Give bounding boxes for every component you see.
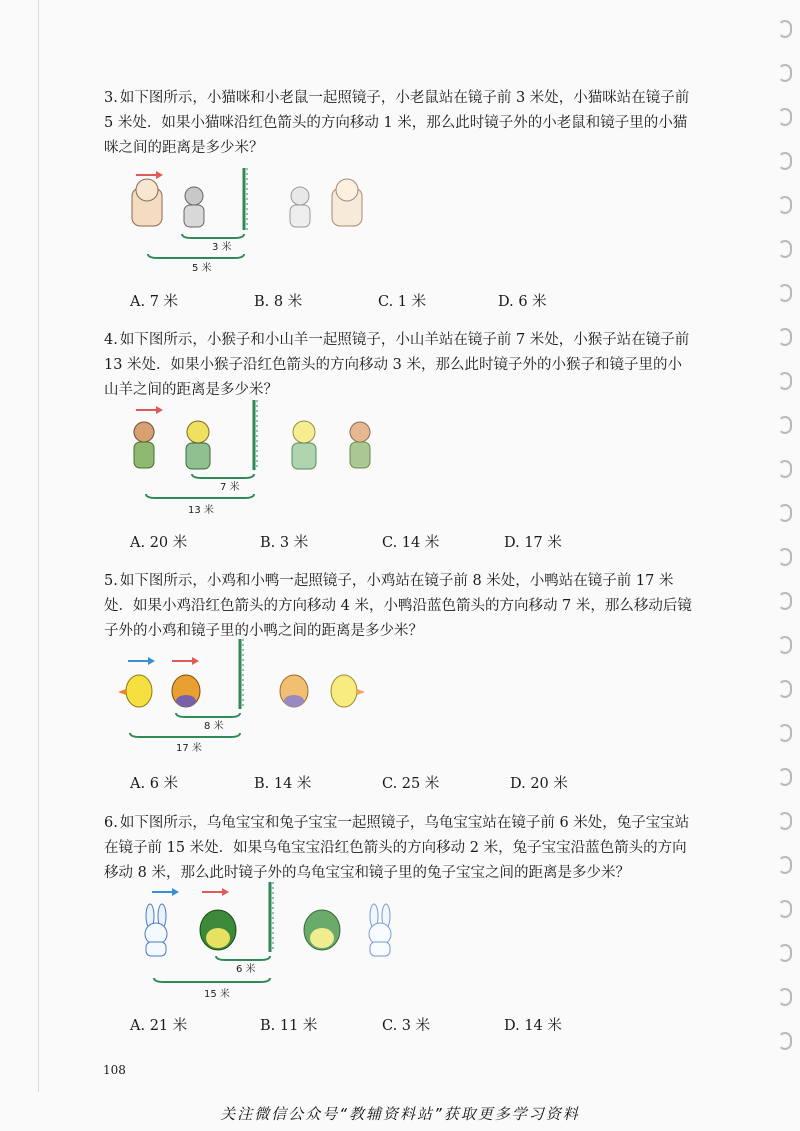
binding-ring-icon <box>778 856 792 874</box>
mirror-diagram <box>104 158 464 283</box>
binding-ring-icon <box>778 988 792 1006</box>
question-4 <box>104 328 694 403</box>
binding-ring-icon <box>778 724 792 742</box>
monkey-icon <box>134 422 154 468</box>
binding-ring-icon <box>778 812 792 830</box>
binding-ring-icon <box>778 680 792 698</box>
binding-ring-icon <box>778 460 792 478</box>
binding-ring-icon <box>778 548 792 566</box>
option-a[interactable]: A. 20 米 <box>130 535 188 551</box>
question-text: 如下图所示，乌龟宝宝和兔子宝宝一起照镜子，乌龟宝宝站在镜子前 6 米处，兔子宝宝站在镜子前 15 米处．如果乌龟宝宝沿红色箭头的方向移动 2 米，兔子宝宝沿蓝色箭头的方向移动 8 米，那么此时镜子外的乌龟宝宝和镜子里的兔子宝宝之间的距离是多少米？ <box>104 815 690 881</box>
binding-ring-icon <box>778 900 792 918</box>
near-distance-label: 8 米 <box>204 721 224 732</box>
mirror-turtle-icon <box>304 910 340 950</box>
near-distance-brace <box>216 956 270 960</box>
goat-icon <box>186 421 210 469</box>
mirror-figure-6 <box>104 880 464 1005</box>
far-distance-brace <box>148 254 244 258</box>
blue-arrow-head-icon <box>172 888 179 896</box>
mouse-icon <box>184 187 204 227</box>
option-b[interactable]: B. 3 米 <box>260 535 309 551</box>
far-distance-brace <box>146 494 254 498</box>
option-a[interactable]: A. 7 米 <box>130 294 179 310</box>
mirror-mouse-icon <box>290 187 310 227</box>
footer-note: 关注微信公众号“教辅资料站”获取更多学习资料 <box>220 1105 580 1123</box>
mirror-figure-3 <box>104 158 464 283</box>
mirror-duckling-icon <box>331 675 365 707</box>
option-b[interactable]: B. 14 米 <box>254 776 312 792</box>
near-distance-label: 7 米 <box>220 482 240 493</box>
question-3 <box>104 86 694 161</box>
near-distance-label: 3 米 <box>212 242 232 253</box>
far-distance-label: 17 米 <box>176 743 202 754</box>
mirror-goat-icon <box>292 421 316 469</box>
binding-ring-icon <box>778 768 792 786</box>
mirror-diagram <box>104 637 464 762</box>
binding-ring-icon <box>778 416 792 434</box>
mirror-diagram <box>104 398 464 523</box>
binding-ring-icon <box>778 592 792 610</box>
mirror-diagram <box>104 880 464 1005</box>
bunny-icon <box>145 904 167 956</box>
far-distance-label: 13 米 <box>188 505 214 516</box>
chick-icon <box>172 675 200 707</box>
binding-ring-icon <box>778 196 792 214</box>
option-d[interactable]: D. 20 米 <box>510 776 568 792</box>
binding-ring-icon <box>778 20 792 38</box>
mirror-chick-icon <box>280 675 308 707</box>
red-arrow-head-icon <box>192 657 199 665</box>
blue-arrow-head-icon <box>148 657 155 665</box>
binding-ring-icon <box>778 152 792 170</box>
near-distance-brace <box>182 234 244 238</box>
option-d[interactable]: D. 17 米 <box>504 535 562 551</box>
binding-ring-icon <box>778 328 792 346</box>
question-number: 3. <box>104 90 118 106</box>
question-text: 如下图所示，小猴子和小山羊一起照镜子，小山羊站在镜子前 7 米处，小猴子站在镜子前 13 米处．如果小猴子沿红色箭头的方向移动 3 米，那么此时镜子外的小猴子和镜子里的小山羊之间的距离是多少米？ <box>104 332 690 398</box>
option-b[interactable]: B. 8 米 <box>254 294 303 310</box>
red-arrow-head-icon <box>156 171 163 179</box>
binding-ring-icon <box>778 636 792 654</box>
question-5 <box>104 569 694 644</box>
option-a[interactable]: A. 21 米 <box>130 1018 188 1034</box>
far-distance-brace <box>130 733 240 737</box>
mirror-bunny-icon <box>369 904 391 956</box>
option-c[interactable]: C. 1 米 <box>378 294 427 310</box>
question-number: 4. <box>104 332 118 348</box>
red-arrow-head-icon <box>156 406 163 414</box>
question-number: 5. <box>104 573 118 589</box>
mirror-monkey-icon <box>350 422 370 468</box>
binding-ring-icon <box>778 504 792 522</box>
option-c[interactable]: C. 25 米 <box>382 776 440 792</box>
binding-ring-icon <box>778 240 792 258</box>
option-d[interactable]: D. 6 米 <box>498 294 547 310</box>
binding-ring-icon <box>778 944 792 962</box>
far-distance-label: 5 米 <box>192 263 212 274</box>
far-distance-brace <box>154 978 270 982</box>
option-a[interactable]: A. 6 米 <box>130 776 179 792</box>
red-arrow-head-icon <box>222 888 229 896</box>
near-distance-brace <box>192 474 254 478</box>
page-number: 108 <box>103 1063 126 1077</box>
mirror-figure-4 <box>104 398 464 523</box>
binding-ring-icon <box>778 284 792 302</box>
binding-ring-icon <box>778 108 792 126</box>
question-number: 6. <box>104 815 118 831</box>
option-b[interactable]: B. 11 米 <box>260 1018 318 1034</box>
turtle-icon <box>200 910 236 950</box>
binding-ring-icon <box>778 1032 792 1050</box>
question-text: 如下图所示，小鸡和小鸭一起照镜子，小鸡站在镜子前 8 米处，小鸭站在镜子前 17 米处．如果小鸡沿红色箭头的方向移动 4 米，小鸭沿蓝色箭头的方向移动 7 米，那么移动后镜子外的小鸡和镜子里的小鸭之间的距离是多少米？ <box>104 573 692 639</box>
duckling-icon <box>118 675 152 707</box>
option-c[interactable]: C. 3 米 <box>382 1018 431 1034</box>
page-edge <box>38 0 39 1092</box>
option-c[interactable]: C. 14 米 <box>382 535 440 551</box>
binding-ring-icon <box>778 372 792 390</box>
near-distance-label: 6 米 <box>236 964 256 975</box>
question-text: 如下图所示，小猫咪和小老鼠一起照镜子，小老鼠站在镜子前 3 米处，小猫咪站在镜子前 5 米处．如果小猫咪沿红色箭头的方向移动 1 米，那么此时镜子外的小老鼠和镜子里的小猫咪之间的距离是多少米？ <box>104 90 690 156</box>
question-6 <box>104 811 694 886</box>
kitten-icon <box>132 179 162 226</box>
mirror-figure-5 <box>104 637 464 762</box>
mirror-kitten-icon <box>332 179 362 226</box>
far-distance-label: 15 米 <box>204 989 230 1000</box>
spiral-binding <box>772 20 794 1080</box>
near-distance-brace <box>176 713 240 717</box>
binding-ring-icon <box>778 64 792 82</box>
option-d[interactable]: D. 14 米 <box>504 1018 562 1034</box>
